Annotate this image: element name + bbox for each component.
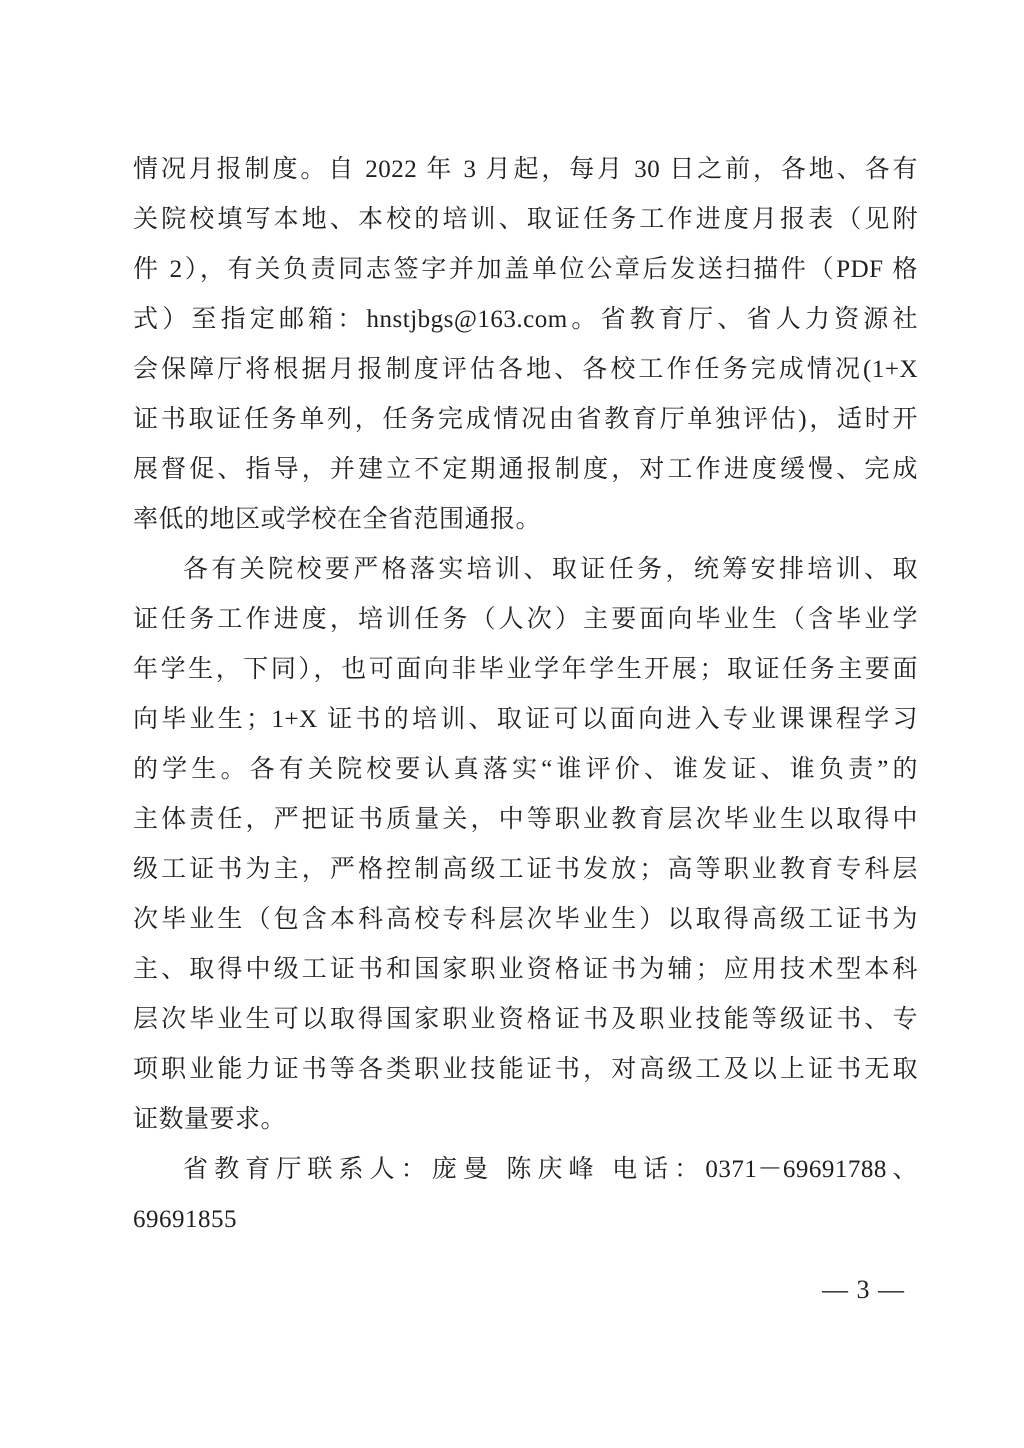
text-line: 主、取得中级工证书和国家职业资格证书为辅；应用技术型本科 [133,956,918,983]
text-line: 的学生。各有关院校要认真落实“谁评价、谁发证、谁负责”的 [133,756,918,783]
text-line: 层次毕业生可以取得国家职业资格证书及职业技能等级证书、专 [133,1006,918,1033]
text-line: 关院校填写本地、本校的培训、取证任务工作进度月报表（见附 [133,206,918,233]
text-line: 率低的地区或学校在全省范围通报。 [133,506,542,533]
text-line: 项职业能力证书等各类职业技能证书，对高级工及以上证书无取 [133,1056,918,1083]
paragraph-task-requirements [133,545,918,1145]
text-line: 证任务工作进度，培训任务（人次）主要面向毕业生（含毕业学 [133,606,918,633]
text-line: 展督促、指导，并建立不定期通报制度，对工作进度缓慢、完成 [133,456,918,483]
text-line: 证书取证任务单列，任务完成情况由省教育厅单独评估)，适时开 [133,406,918,433]
text-line: 主体责任，严把证书质量关，中等职业教育层次毕业生以取得中 [133,806,918,833]
text-line: 69691855 [133,1206,237,1233]
page-number: — 3 — [822,1275,905,1304]
text-line: 会保障厅将根据月报制度评估各地、各校工作任务完成情况(1+X [133,356,918,383]
text-line: 次毕业生（包含本科高校专科层次毕业生）以取得高级工证书为 [133,906,918,933]
text-line: 式）至指定邮箱：hnstjbgs@163.com。省教育厅、省人力资源社 [133,306,918,333]
text-line: 各有关院校要严格落实培训、取证任务，统筹安排培训、取 [183,556,918,583]
paragraph-monthly-report [133,145,918,545]
text-line: 情况月报制度。自 2022 年 3 月起，每月 30 日之前，各地、各有 [133,156,918,183]
text-line: 证数量要求。 [133,1106,287,1133]
paragraph-contacts [133,1145,918,1245]
document-body [133,145,918,1245]
text-line: 年学生，下同），也可面向非毕业学年学生开展；取证任务主要面 [133,656,918,683]
text-line: 件 2），有关负责同志签字并加盖单位公章后发送扫描件（PDF 格 [133,256,918,283]
text-line: 省教育厅联系人：庞曼 陈庆峰 电话：0371－69691788、 [183,1156,918,1183]
text-line: 级工证书为主，严格控制高级工证书发放；高等职业教育专科层 [133,856,918,883]
text-line: 向毕业生；1+X 证书的培训、取证可以面向进入专业课课程学习 [133,706,918,733]
